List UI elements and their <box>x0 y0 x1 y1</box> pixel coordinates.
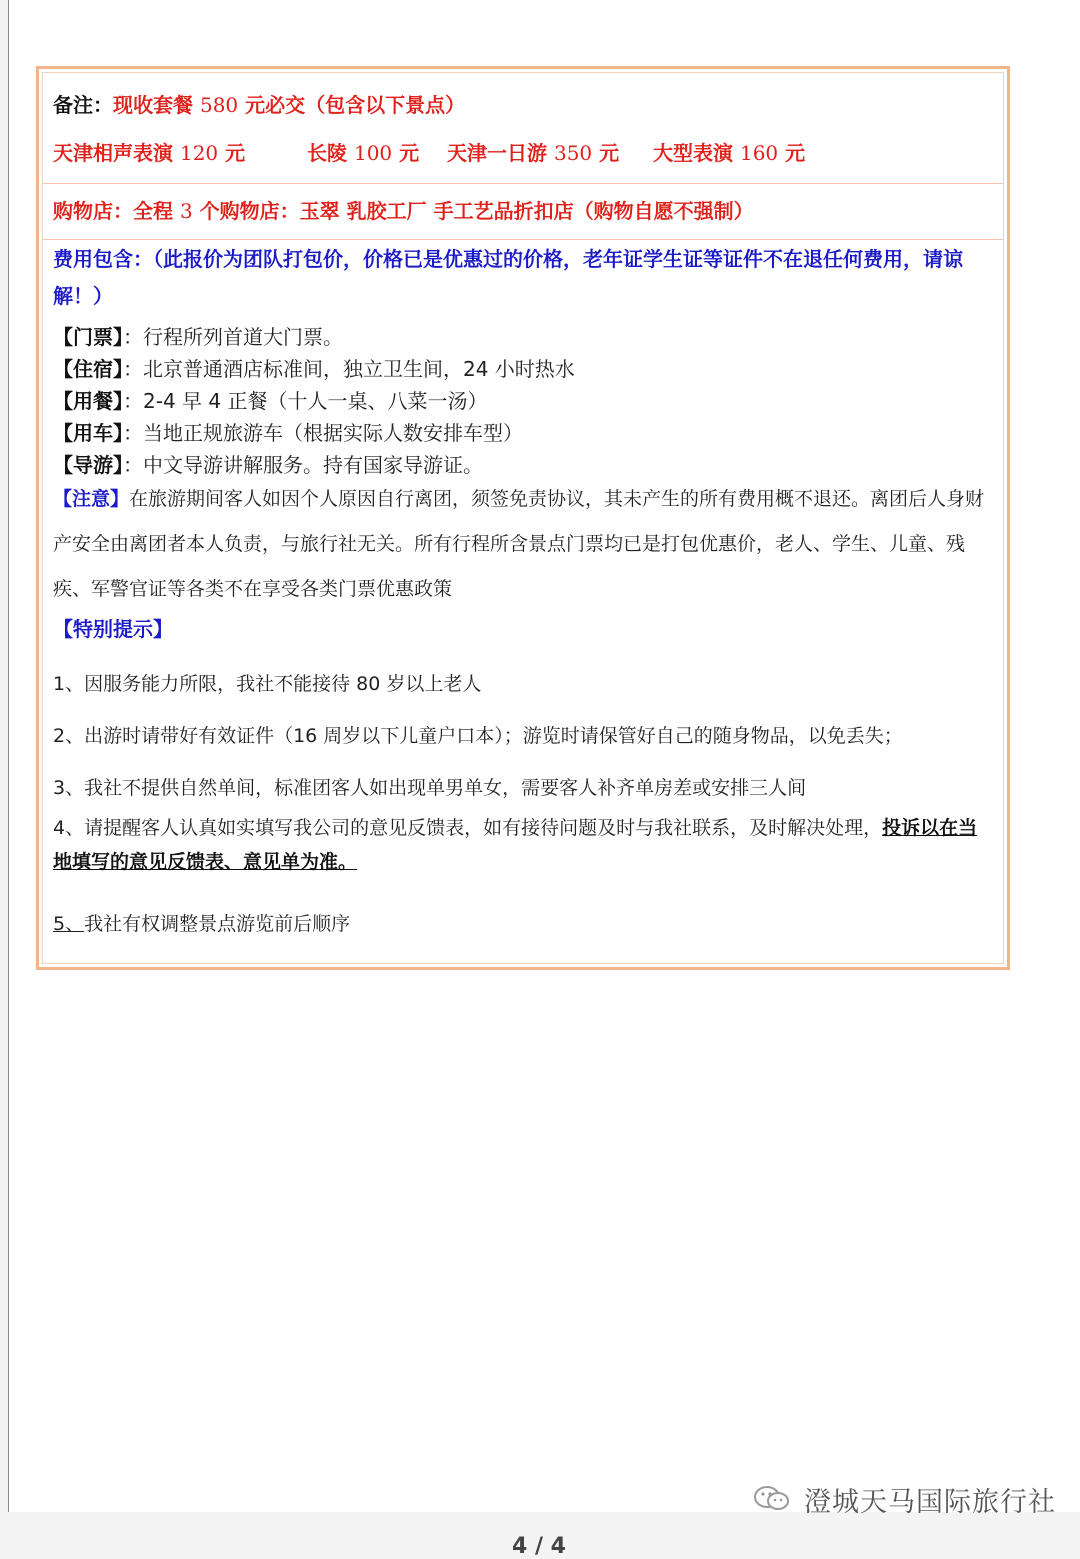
tips-heading: 【特别提示】 <box>53 617 173 641</box>
fee-item-meals: 【用餐】：2-4 早 4 正餐（十人一桌、八菜一汤） <box>53 389 488 413</box>
notice-label: 【注意】 <box>53 488 130 510</box>
tip-item-1: 1、因服务能力所限，我社不能接待 80 岁以上老人 <box>53 673 482 695</box>
shopping-line <box>53 195 754 224</box>
wechat-icon <box>752 1484 792 1512</box>
fee-heading: 费用包含：（此报价为团队打包价，价格已是优惠过的价格，老年证学生证等证件不在退任何费用，请谅解！） <box>53 247 963 308</box>
fee-item-tickets: 【门票】：行程所列首道大门票。 <box>53 325 343 349</box>
remark-post: 元必交（包含以下景点） <box>238 93 466 117</box>
shopping-post: 个购物店：玉翠 乳胶工厂 手工艺品折扣店（购物自愿不强制） <box>192 199 754 223</box>
shopping-row <box>43 183 1003 240</box>
shopping-count: 3 <box>179 199 193 223</box>
attraction-item: 大型表演 160 元 <box>653 141 806 165</box>
details-row <box>43 239 1003 963</box>
shopping-pre: 购物店：全程 <box>53 199 180 223</box>
attraction-line <box>53 137 805 166</box>
tip-item-3: 3、我社不提供自然单间，标准团客人如出现单男单女，需要客人补齐单房差或安排三人间 <box>53 777 807 799</box>
notice-paragraph <box>53 477 989 612</box>
notes-table <box>36 66 1010 970</box>
attraction-item: 长陵 100 元 <box>307 141 420 165</box>
tip-item-4: 4、请提醒客人认真如实填写我公司的意见反馈表，如有接待问题及时与我社联系，及时解决处理，投诉以在当地填写的意见反馈表、意见单为准。 <box>53 817 978 873</box>
fee-item-guide: 【导游】：中文导游讲解服务。持有国家导游证。 <box>53 453 483 477</box>
tip-item-5: 5、我社有权调整景点游览前后顺序 <box>53 913 351 935</box>
fee-item-hotel: 【住宿】：北京普通酒店标准间，独立卫生间，24 小时热水 <box>53 357 575 381</box>
complaint-note: 投诉以在当地填写的意见反馈表、意见单为准。 <box>53 817 978 873</box>
remark-line <box>53 89 465 118</box>
remark-row <box>43 73 1003 184</box>
fee-item-transport: 【用车】：当地正规旅游车（根据实际人数安排车型） <box>53 421 523 445</box>
page-number: 4 / 4 <box>512 1534 566 1559</box>
remark-pre: 现收套餐 <box>113 93 200 117</box>
attraction-item: 天津相声表演 120 元 <box>53 141 246 165</box>
account-name: 澄城天马国际旅行社 <box>804 1487 1056 1518</box>
remark-label: 备注： <box>53 93 113 117</box>
tip-item-2: 2、出游时请带好有效证件（16 周岁以下儿童户口本）；游览时请保管好自己的随身物品，以免丢失； <box>53 725 903 747</box>
notice-text: 在旅游期间客人如因个人原因自行离团，须签免责协议，其未产生的所有费用概不退还。离团后人身财产安全由离团者本人负责，与旅行社无关。所有行程所含景点门票均已是打包优惠价，老人、学生、儿童、残疾、军警官证等各类不在享受各类门票优惠政策 <box>53 488 985 600</box>
attraction-item: 天津一日游 350 元 <box>447 141 620 165</box>
remark-price: 580 <box>199 93 239 117</box>
document-page <box>8 0 1080 1512</box>
